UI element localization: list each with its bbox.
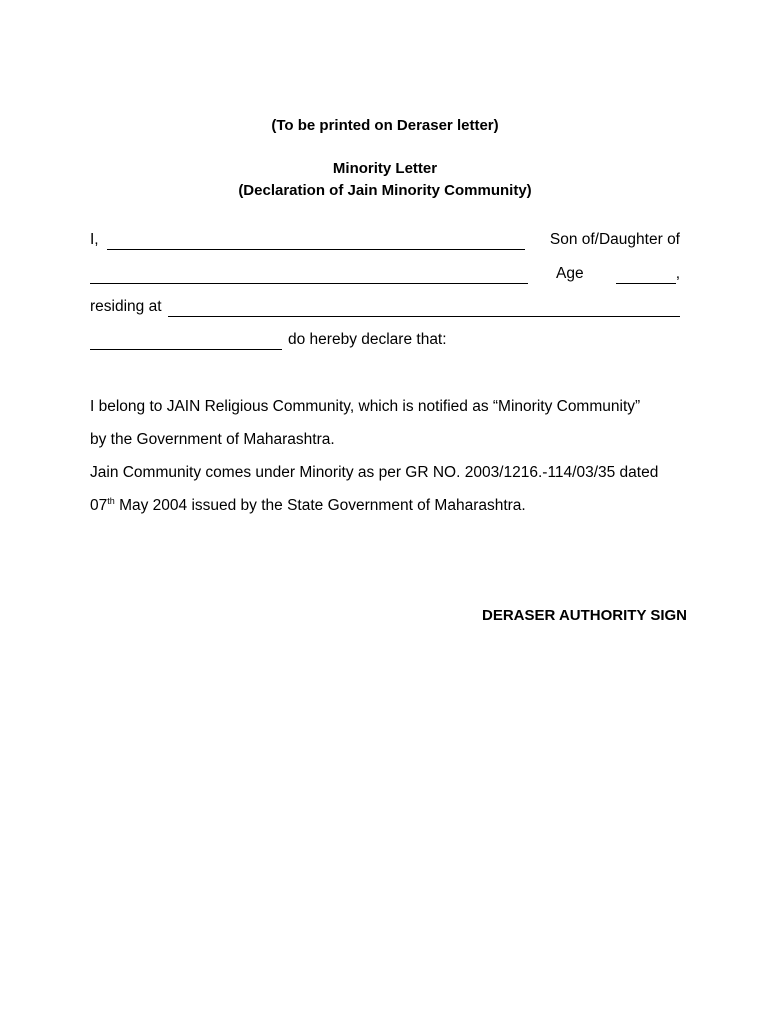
body-para2-line1: Jain Community comes under Minority as per GR NO. 2003/1216.-114/03/35 dated: [90, 464, 659, 481]
name-blank[interactable]: [107, 235, 525, 250]
date-day-suffix: th: [107, 495, 115, 506]
document-subtitle: (Declaration of Jain Minority Community): [238, 182, 532, 199]
form-line-declare: [90, 330, 680, 350]
body-para1-line2: by the Government of Maharashtra.: [90, 431, 335, 448]
age-label: Age: [556, 265, 584, 282]
body-para1-line1: I belong to JAIN Religious Community, which is notified as “Minority Community”: [90, 398, 641, 415]
address-continued-blank[interactable]: [90, 335, 282, 350]
age-comma: ,: [675, 265, 680, 282]
form-line-parent: [90, 264, 680, 284]
declare-text: do hereby declare that:: [288, 331, 447, 348]
age-blank[interactable]: [616, 269, 676, 284]
address-blank[interactable]: [168, 302, 680, 317]
signature-label: DERASER AUTHORITY SIGN: [482, 607, 688, 624]
print-note: (To be printed on Deraser letter): [271, 117, 499, 134]
parent-name-blank[interactable]: [90, 269, 528, 284]
document-title: Minority Letter: [332, 160, 438, 177]
name-prefix: I,: [90, 231, 99, 248]
address-label: residing at: [90, 298, 162, 315]
date-rest: May 2004 issued by the State Government of Maharashtra.: [114, 497, 526, 514]
date-day: 07: [90, 497, 108, 514]
relation-label: Son of/Daughter of: [549, 231, 680, 248]
body-para2-line2: [90, 496, 526, 516]
form-line-name: [90, 230, 680, 250]
form-line-address: [90, 297, 680, 317]
